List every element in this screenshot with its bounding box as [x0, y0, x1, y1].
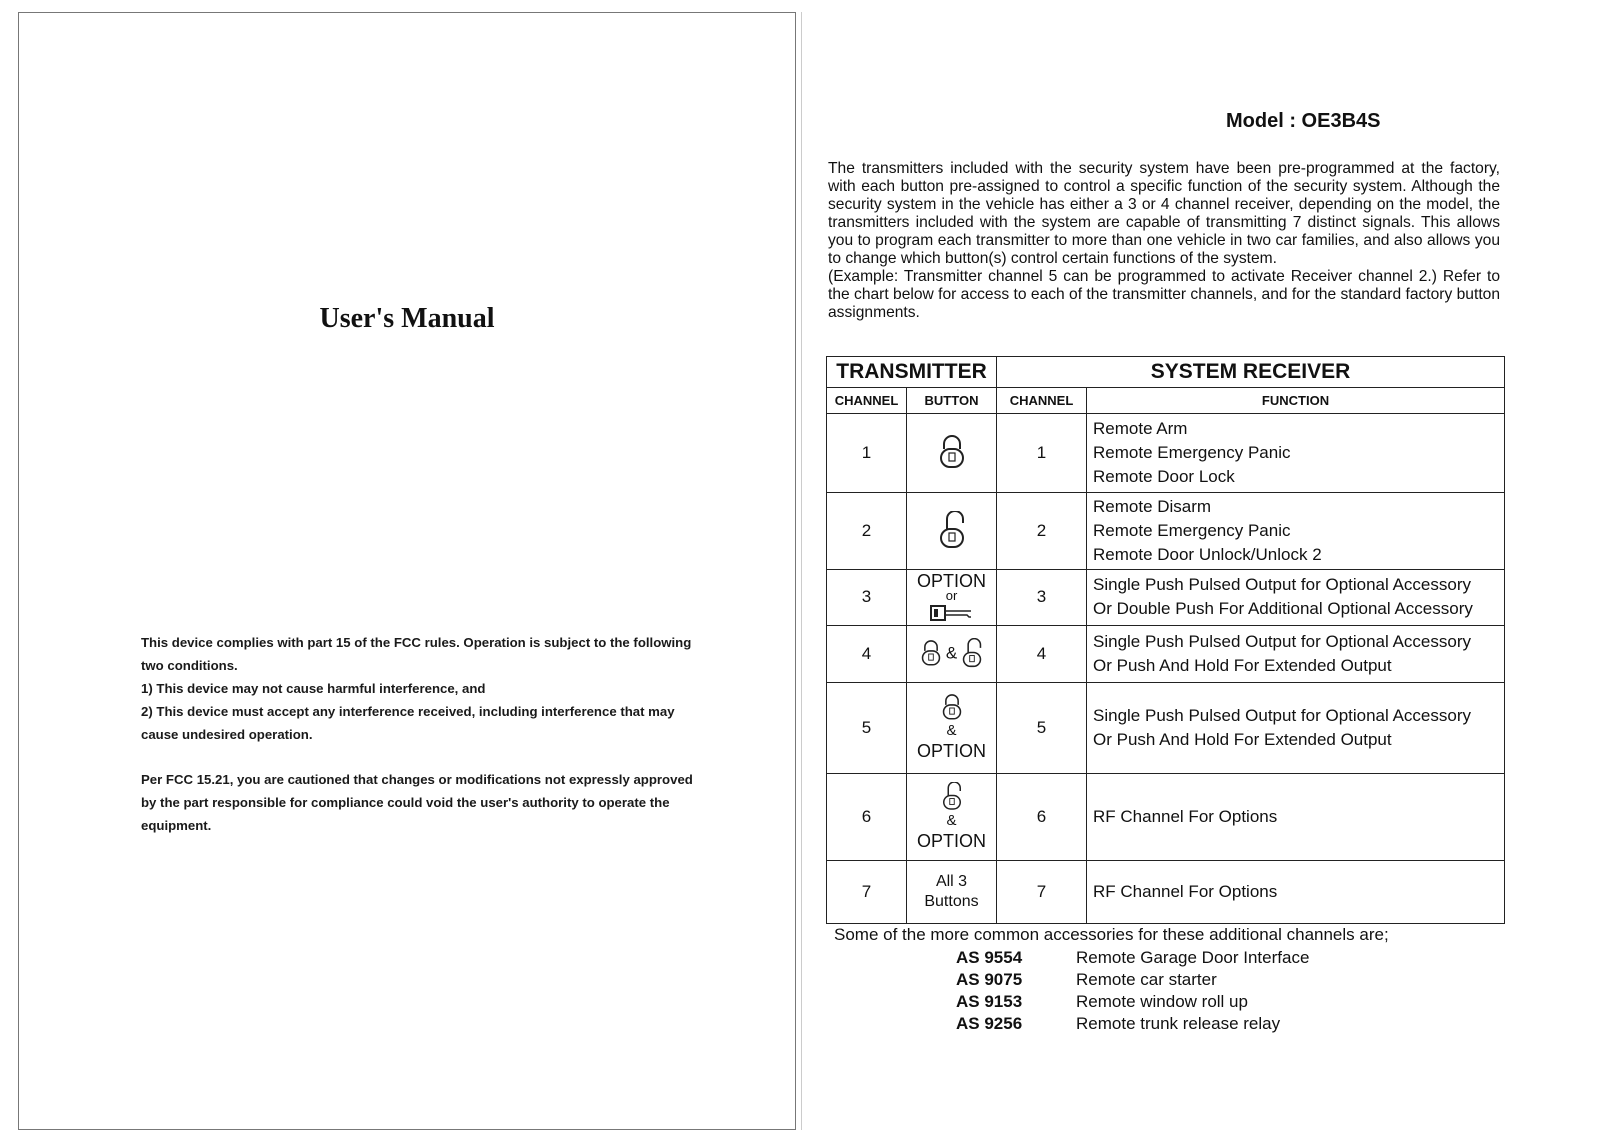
function-cell: [1087, 861, 1505, 924]
function-line: RF Channel For Options: [1093, 807, 1278, 827]
model-number: Model : OE3B4S: [1226, 110, 1381, 132]
function-line: Remote Disarm: [1093, 496, 1212, 516]
list-item: [834, 991, 1389, 1013]
table-row: [827, 569, 1505, 626]
accessories-intro: Some of the more common accessories for these additional channels are;: [834, 925, 1389, 944]
fcc-paragraph: This device complies with part 15 of the FCC rules. Operation is subject to the following two conditions.: [141, 635, 692, 673]
function-line: Remote Door Lock: [1093, 466, 1235, 486]
function-line: Remote Emergency Panic: [1093, 520, 1291, 540]
function-line: Single Push Pulsed Output for Optional Accessory: [1093, 575, 1471, 595]
button-cell: [907, 569, 997, 626]
function-cell: [1087, 569, 1505, 626]
page-title: User's Manual: [319, 303, 495, 334]
fcc-statement: [141, 631, 701, 837]
left-page: [18, 12, 796, 1130]
button-header: BUTTON: [907, 388, 997, 413]
function-line: Or Double Push For Additional Optional Accessory: [1093, 599, 1473, 619]
lock-button-icon: [939, 435, 965, 471]
fcc-condition-1: 1) This device may not cause harmful interference, and: [141, 681, 486, 696]
function-line: Single Push Pulsed Output for Optional Accessory: [1093, 706, 1471, 726]
tx-channel: 6: [827, 774, 907, 861]
receiver-header: SYSTEM RECEIVER: [997, 357, 1505, 388]
function-cell: [1087, 413, 1505, 492]
option-label: OPTION: [916, 571, 986, 592]
accessory-desc: Remote trunk release relay: [1076, 1014, 1281, 1033]
rx-channel: 1: [997, 413, 1087, 492]
button-cell: [907, 413, 997, 492]
table-row: [827, 413, 1505, 492]
button-cell: [907, 492, 997, 569]
unlock-button-icon: [962, 638, 982, 670]
function-line: Or Push And Hold For Extended Output: [1093, 656, 1392, 676]
fcc-condition-2: 2) This device must accept any interference received, including interference that may cause undesired operation.: [141, 704, 675, 742]
function-line: Single Push Pulsed Output for Optional Accessory: [1093, 632, 1471, 652]
rx-channel: 7: [997, 861, 1087, 924]
button-text-line: Buttons: [924, 893, 979, 911]
function-cell: [1087, 492, 1505, 569]
tx-channel: 3: [827, 569, 907, 626]
function-line: Remote Arm: [1093, 418, 1188, 438]
accessory-desc: Remote window roll up: [1076, 992, 1248, 1011]
unlock-button-icon: [939, 511, 965, 551]
rx-channel: 6: [997, 774, 1087, 861]
option-label: OPTION: [916, 831, 986, 852]
function-cell: [1087, 626, 1505, 683]
accessory-desc: Remote car starter: [1076, 970, 1217, 989]
accessory-code: AS 9554: [956, 948, 1023, 967]
list-item: [834, 969, 1389, 991]
accessory-code: AS 9256: [956, 1014, 1023, 1033]
option-label: OPTION: [916, 741, 986, 762]
ampersand: &: [946, 722, 957, 740]
lock-button-icon: [942, 694, 962, 722]
accessory-code: AS 9075: [956, 970, 1023, 989]
transmitter-header: TRANSMITTER: [827, 357, 997, 388]
accessory-desc: Remote Garage Door Interface: [1076, 948, 1310, 967]
table-row: [827, 774, 1505, 861]
tx-channel-header: CHANNEL: [827, 388, 907, 413]
list-item: [834, 947, 1389, 969]
function-line: RF Channel For Options: [1093, 882, 1278, 902]
button-cell: [907, 626, 997, 683]
unlock-button-icon: [942, 782, 962, 812]
tx-channel: 5: [827, 682, 907, 773]
button-cell: [907, 774, 997, 861]
button-cell: [907, 682, 997, 773]
rx-channel: 4: [997, 626, 1087, 683]
tx-channel: 2: [827, 492, 907, 569]
button-cell: [907, 861, 997, 924]
function-cell: [1087, 682, 1505, 773]
tx-channel: 7: [827, 861, 907, 924]
tx-channel: 4: [827, 626, 907, 683]
function-line: Or Push And Hold For Extended Output: [1093, 730, 1392, 750]
ampersand: &: [946, 812, 957, 830]
table-row: [827, 861, 1505, 924]
fcc-caution: Per FCC 15.21, you are cautioned that changes or modifications not expressly approved by the part responsible for compliance could void the user's authority to operate the equipment.: [141, 772, 693, 833]
function-cell: [1087, 774, 1505, 861]
table-row: [827, 682, 1505, 773]
button-text-line: All 3: [935, 873, 968, 891]
table-row: [827, 492, 1505, 569]
accessories-list: [834, 925, 1389, 1035]
rx-channel: 2: [997, 492, 1087, 569]
lock-button-icon: [921, 639, 941, 669]
rx-channel: 3: [997, 569, 1087, 626]
rx-channel-header: CHANNEL: [997, 388, 1087, 413]
channel-chart: [826, 356, 1505, 924]
or-label: or: [945, 588, 958, 604]
function-line: Remote Door Unlock/Unlock 2: [1093, 544, 1322, 564]
intro-text: [828, 160, 1500, 322]
table-row: [827, 626, 1505, 683]
function-line: Remote Emergency Panic: [1093, 442, 1291, 462]
tx-channel: 1: [827, 413, 907, 492]
page-divider: [801, 12, 802, 1130]
rx-channel: 5: [997, 682, 1087, 773]
intro-example: (Example: Transmitter channel 5 can be programmed to activate Receiver channel 2.) Refer to the chart below for access to each of the transmitter channels, and for the standard factory button assignments.: [828, 268, 1500, 321]
key-icon: [929, 604, 975, 622]
list-item: [834, 1013, 1389, 1035]
ampersand: &: [945, 643, 958, 663]
intro-paragraph: The transmitters included with the security system have been pre-programmed at the factory, with each button pre-assigned to control a specific function of the security system. Although the security system in the vehicle has either a 3 or 4 channel receiver, depending on the model, the transmitters included with the system are capable of transmitting 7 distinct signals. This allows you to program each transmitter to more than one vehicle in two car families, and also allows you to change which button(s) control certain functions of the system.: [828, 160, 1500, 267]
function-header: FUNCTION: [1087, 388, 1505, 413]
accessory-code: AS 9153: [956, 992, 1023, 1011]
